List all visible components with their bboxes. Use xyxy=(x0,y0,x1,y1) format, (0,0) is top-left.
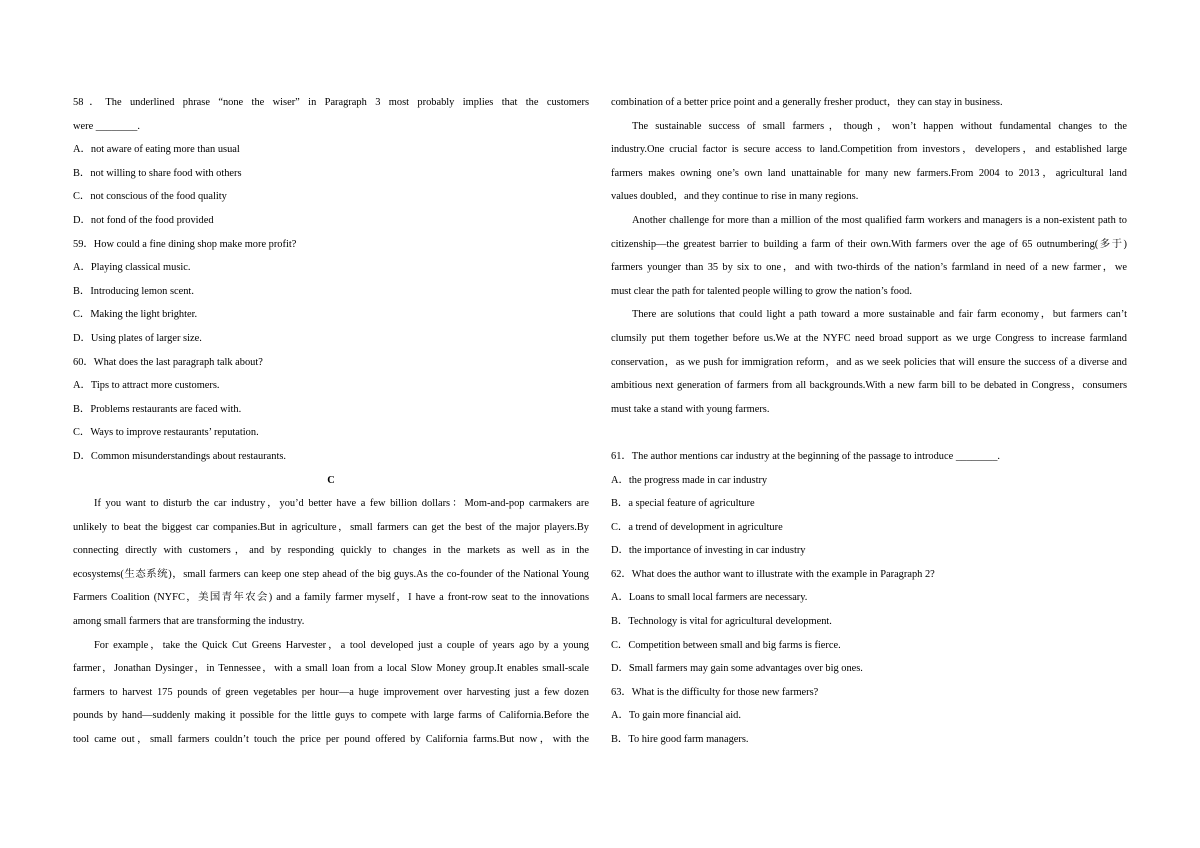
left-text-line: D．Common misunderstandings about restaurants. xyxy=(73,450,286,462)
left-text-line: among small farmers that are transforming the industry. xyxy=(73,616,305,628)
left-text-line: connecting directly with customers，and by responding quickly to changes in the markets as well as in the xyxy=(73,545,589,557)
left-text-line: C．Making the light brighter. xyxy=(73,309,198,321)
left-text-line: farmers to harvest 175 pounds of green vegetables per hour—a huge improvement over harvesting just a few dozen xyxy=(73,686,589,698)
right-text-line: 61．The author mentions car industry at the beginning of the passage to introduce ________. xyxy=(611,450,1000,462)
left-text-line: C．not conscious of the food quality xyxy=(73,191,227,203)
right-text-line: C．Competition between small and big farms is fierce. xyxy=(611,639,841,651)
right-text-line: B．To hire good farm managers. xyxy=(611,734,749,746)
right-text-line: clumsily put them together before us.We at the NYFC need broad support as we urge Congress to increase farmland xyxy=(611,332,1127,344)
right-text-line: B．Technology is vital for agricultural development. xyxy=(611,616,832,628)
right-text-line: farmers younger than 35 by six to one，and with two-thirds of the nation’s farmland in need of a new farmer，we xyxy=(611,262,1127,274)
right-text-line: combination of a better price point and a generally fresher product，they can stay in business. xyxy=(611,97,1003,108)
right-text-line: There are solutions that could light a path toward a more sustainable and fair farm economy，but farmers can’t xyxy=(632,309,1127,321)
right-text-line: Another challenge for more than a million of the most qualified farm workers and managers is a non-existent path to xyxy=(632,214,1127,226)
left-text-line: 60．What does the last paragraph talk about? xyxy=(73,356,263,368)
right-text-line: The sustainable success of small farmers，though，won’t happen without fundamental changes to the xyxy=(632,120,1127,132)
left-text-line: 58．The underlined phrase “none the wiser” in Paragraph 3 most probably implies that the customers xyxy=(73,97,589,108)
right-text-line: B．a special feature of agriculture xyxy=(611,498,755,510)
right-text-line: values doubled，and they continue to rise in many regions. xyxy=(611,191,859,203)
right-blank-line xyxy=(611,421,1127,445)
right-text-line: A．To gain more financial aid. xyxy=(611,710,741,722)
left-text-line: If you want to disturb the car industry，you’d better have a few billion dollars：Mom-and-pop carmakers are xyxy=(94,498,589,510)
left-text-line: B．Problems restaurants are faced with. xyxy=(73,403,242,415)
right-text-line: 63．What is the difficulty for those new farmers? xyxy=(611,686,819,698)
right-text-line: must clear the path for talented people willing to grow the nation’s food. xyxy=(611,285,912,297)
left-text-line: Farmers Coalition (NYFC，美国青年农会) and a family farmer myself，I have a front-row seat to the innovations xyxy=(73,592,589,604)
right-text-line: A．Loans to small local farmers are necessary. xyxy=(611,592,808,604)
left-text-line: A．Tips to attract more customers. xyxy=(73,380,220,392)
left-text-line: pounds by hand—suddenly making it possible for the little guys to compete with large farms of California.Before the xyxy=(73,710,589,722)
left-text-line: D．not fond of the food provided xyxy=(73,214,214,226)
left-text-line: 59．How could a fine dining shop make more profit? xyxy=(73,238,297,250)
left-text-line: For example，take the Quick Cut Greens Harvester，a tool developed just a couple of years ago by a young xyxy=(94,639,589,651)
left-column xyxy=(73,91,589,752)
left-text-line: C．Ways to improve restaurants’ reputation. xyxy=(73,427,259,439)
right-text-line: farmers makes owning one’s own land unattainable for many new farmers.From 2004 to 2013，agricultural land xyxy=(611,167,1127,179)
section-heading: C xyxy=(327,474,335,486)
left-text-line: ecosystems(生态系统)，small farmers can keep one step ahead of the big guys.As the co-founder of the National Young xyxy=(73,568,589,580)
right-text-line: industry.One crucial factor is secure access to land.Competition from investors，developers，and established large xyxy=(611,144,1127,156)
right-column xyxy=(611,91,1127,752)
left-text-line: were ________. xyxy=(73,120,140,132)
left-text-line: farmer，Jonathan Dysinger，in Tennessee，with a small loan from a local Slow Money group.It enables small-scale xyxy=(73,663,589,675)
right-text-line: conservation，as we push for immigration reform，and as we seek policies that will ensure the success of a diverse and xyxy=(611,356,1127,368)
right-text-line: citizenship—the greatest barrier to building a farm of their own.With farmers over the age of 65 outnumbering(多于) xyxy=(611,238,1127,250)
right-text-line: 62．What does the author want to illustrate with the example in Paragraph 2? xyxy=(611,568,935,580)
left-text-line: B．Introducing lemon scent. xyxy=(73,285,194,297)
right-text-line: must take a stand with young farmers. xyxy=(611,403,770,415)
right-text-line: ambitious next generation of farmers from all backgrounds.With a new farm bill to be debated in Congress，consumers xyxy=(611,380,1127,392)
left-text-line: A．not aware of eating more than usual xyxy=(73,144,240,156)
right-text-line: C．a trend of development in agriculture xyxy=(611,521,783,533)
left-text-line: unlikely to beat the biggest car companies.But in agriculture，small farmers can get the best of the major players.By xyxy=(73,521,589,533)
left-text-line: B．not willing to share food with others xyxy=(73,167,242,179)
left-text-line: D．Using plates of larger size. xyxy=(73,332,202,344)
right-text-line: A．the progress made in car industry xyxy=(611,474,768,486)
right-text-line: D．Small farmers may gain some advantages over big ones. xyxy=(611,663,863,675)
left-text-line: A．Playing classical music. xyxy=(73,262,191,274)
right-text-line: D．the importance of investing in car industry xyxy=(611,545,806,557)
left-text-line: tool came out，small farmers couldn’t touch the price per pound offered by California farms.But now，with the xyxy=(73,734,589,746)
